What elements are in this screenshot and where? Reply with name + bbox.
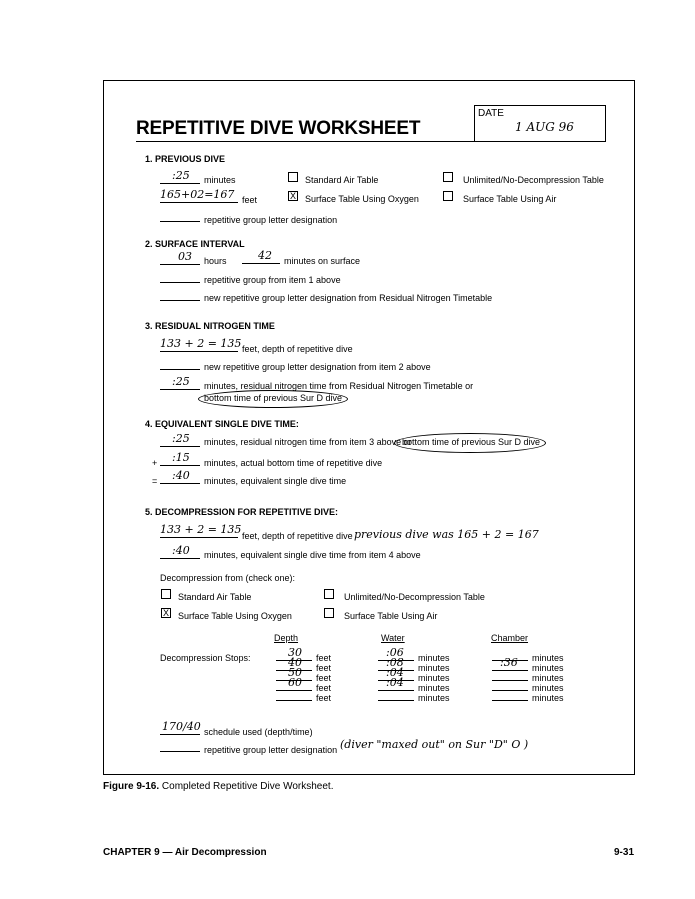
s4-rnt-value[interactable]: :25 — [172, 432, 190, 445]
s3-feet-line — [160, 351, 238, 352]
s5-schedule-line — [160, 734, 200, 735]
col-depth-header: Depth — [274, 633, 299, 643]
stop-water-unit: minutes — [418, 663, 450, 673]
stop-water-unit: minutes — [418, 693, 450, 703]
stop-chamber-line — [492, 670, 528, 671]
stop-water[interactable]: :06 — [386, 646, 404, 659]
s4-plus-sign: + — [152, 458, 158, 468]
s1-standard-air-label: Standard Air Table — [305, 175, 379, 185]
s4-rnt-label: minutes, residual nitrogen time from item 3 above or — [204, 437, 412, 447]
section4-heading: 4. EQUIVALENT SINGLE DIVE TIME: — [145, 419, 299, 429]
s1-minutes-line — [160, 183, 200, 184]
s4-rnt-line — [160, 446, 200, 447]
s3-feet-label: feet, depth of repetitive dive — [242, 344, 353, 354]
stop-depth[interactable]: 40 — [288, 656, 302, 669]
stop-depth[interactable]: 50 — [288, 666, 302, 679]
col-chamber-header: Chamber — [491, 633, 529, 643]
s2-minutes-value[interactable]: 42 — [258, 249, 272, 262]
stop-depth[interactable]: 60 — [288, 676, 302, 689]
date-label: DATE — [478, 108, 504, 119]
s4-esdt-line — [160, 483, 200, 484]
stop-chamber-line[interactable] — [492, 700, 528, 701]
stop-water[interactable]: :08 — [386, 656, 404, 669]
s1-feet-value[interactable]: 165+02=167 — [160, 188, 235, 201]
s2-line3-blank[interactable] — [160, 300, 200, 301]
s5-feet-line — [160, 537, 238, 538]
s5-surface-air-checkbox[interactable] — [324, 608, 334, 618]
stop-water-unit: minutes — [418, 653, 450, 663]
s5-feet-label: feet, depth of repetitive dive — [242, 531, 353, 541]
s2-minutes-label: minutes on surface — [284, 256, 361, 266]
stop-chamber-line[interactable] — [492, 680, 528, 681]
s4-abt-value[interactable]: :15 — [172, 451, 190, 464]
s4-rnt-label-circled: bottom time of previous Sur D dive — [402, 437, 541, 447]
s3-feet-value[interactable]: 133 + 2 = 135 — [160, 337, 242, 350]
s5-standard-air-checkbox[interactable] — [161, 589, 171, 599]
stop-feet-unit: feet — [316, 663, 332, 673]
s1-feet-label: feet — [242, 195, 258, 205]
s1-surface-air-label: Surface Table Using Air — [463, 194, 557, 204]
s5-surface-oxygen-checkbox[interactable]: X — [162, 608, 169, 618]
stop-chamber-line[interactable] — [492, 690, 528, 691]
footer-chapter: CHAPTER 9 — Air Decompression — [103, 847, 267, 858]
s5-group-label: repetitive group letter designation — [204, 745, 338, 755]
s1-feet-line — [160, 202, 238, 203]
s3-rnt-value[interactable]: :25 — [172, 375, 190, 388]
s5-unlimited-label: Unlimited/No-Decompression Table — [344, 592, 485, 602]
figure-caption — [103, 781, 333, 792]
decomp-stops-label: Decompression Stops: — [160, 653, 251, 663]
s5-decomp-from-label: Decompression from (check one): — [160, 573, 296, 583]
s3-rnt-label: minutes, residual nitrogen time from Residual Nitrogen Timetable or — [204, 381, 474, 391]
col-water-header: Water — [381, 633, 405, 643]
s2-hours-value[interactable]: 03 — [178, 250, 192, 263]
stop-feet-unit: feet — [316, 673, 332, 683]
s1-minutes-label: minutes — [204, 175, 236, 185]
s5-esdt-line — [160, 558, 200, 559]
s5-note: previous dive was 165 + 2 = 167 — [354, 528, 539, 541]
s5-feet-value[interactable]: 133 + 2 = 135 — [160, 523, 242, 536]
s3-rnt-label2: bottom time of previous Sur D dive — [204, 393, 343, 403]
stop-water-unit: minutes — [418, 673, 450, 683]
stop-chamber-unit: minutes — [532, 673, 564, 683]
stop-water[interactable]: :04 — [386, 676, 404, 689]
s5-esdt-label: minutes, equivalent single dive time from item 4 above — [204, 550, 421, 560]
stop-chamber-unit: minutes — [532, 663, 564, 673]
s2-line3-label: new repetitive group letter designation from Residual Nitrogen Timetable — [204, 293, 493, 303]
stop-depth-line — [276, 690, 312, 691]
s5-standard-air-label: Standard Air Table — [178, 592, 252, 602]
figure-text: Completed Repetitive Dive Worksheet. — [161, 781, 334, 792]
section5-heading: 5. DECOMPRESSION FOR REPETITIVE DIVE: — [145, 507, 339, 517]
s3-line2-blank[interactable] — [160, 369, 200, 370]
s2-line2-blank[interactable] — [160, 282, 200, 283]
s4-abt-label: minutes, actual bottom time of repetitive dive — [204, 458, 383, 468]
stop-water[interactable]: :04 — [386, 666, 404, 679]
s1-standard-air-checkbox[interactable] — [288, 172, 298, 182]
s2-line2-label: repetitive group from item 1 above — [204, 275, 341, 285]
stop-water-line[interactable] — [378, 700, 414, 701]
stop-depth[interactable]: 30 — [288, 646, 302, 659]
stop-chamber[interactable]: :36 — [500, 656, 518, 669]
stop-feet-unit: feet — [316, 693, 332, 703]
figure-number: Figure 9-16. — [103, 781, 160, 792]
s5-schedule-value[interactable]: 170/40 — [162, 720, 201, 733]
stop-chamber-unit: minutes — [532, 653, 564, 663]
s3-line2-label: new repetitive group letter designation from item 2 above — [204, 362, 431, 372]
stop-water-line — [378, 690, 414, 691]
s5-group-note: (diver "maxed out" on Sur "D" O ) — [340, 738, 529, 751]
footer-page-number: 9-31 — [614, 847, 635, 858]
s1-group-label: repetitive group letter designation — [204, 215, 338, 225]
stop-feet-unit: feet — [316, 683, 332, 693]
stop-feet-unit: feet — [316, 653, 332, 663]
stop-water-unit: minutes — [418, 683, 450, 693]
date-value[interactable]: 1 AUG 96 — [515, 120, 574, 134]
s5-group-line[interactable] — [160, 751, 200, 752]
title-rule — [136, 141, 606, 142]
section1-heading: 1. PREVIOUS DIVE — [145, 154, 226, 164]
s5-unlimited-checkbox[interactable] — [324, 589, 334, 599]
s5-surface-oxygen-label: Surface Table Using Oxygen — [178, 611, 292, 621]
s1-surface-air-checkbox[interactable] — [443, 191, 453, 201]
s1-surface-oxygen-checkbox[interactable]: X — [289, 191, 296, 201]
s1-unlimited-label: Unlimited/No-Decompression Table — [463, 175, 604, 185]
s1-surface-oxygen-label: Surface Table Using Oxygen — [305, 194, 419, 204]
s5-schedule-label: schedule used (depth/time) — [204, 727, 313, 737]
s4-abt-line — [160, 465, 200, 466]
s3-rnt-line — [160, 389, 200, 390]
s2-minutes-line — [242, 263, 280, 264]
s2-hours-label: hours — [204, 256, 227, 266]
stop-chamber-unit: minutes — [532, 683, 564, 693]
s4-esdt-label: minutes, equivalent single dive time — [204, 476, 347, 486]
section3-heading: 3. RESIDUAL NITROGEN TIME — [145, 321, 275, 331]
s4-equals-sign: = — [152, 476, 158, 486]
s5-esdt-value[interactable]: :40 — [172, 544, 190, 557]
stop-depth-line[interactable] — [276, 700, 312, 701]
s4-esdt-value[interactable]: :40 — [172, 469, 190, 482]
stop-chamber-unit: minutes — [532, 693, 564, 703]
s2-hours-line — [160, 264, 200, 265]
s1-minutes-value[interactable]: :25 — [172, 169, 190, 182]
section2-heading: 2. SURFACE INTERVAL — [145, 239, 245, 249]
s1-unlimited-checkbox[interactable] — [443, 172, 453, 182]
worksheet-title: REPETITIVE DIVE WORKSHEET — [136, 118, 421, 139]
s5-surface-air-label: Surface Table Using Air — [344, 611, 438, 621]
s1-group-line[interactable] — [160, 221, 200, 222]
